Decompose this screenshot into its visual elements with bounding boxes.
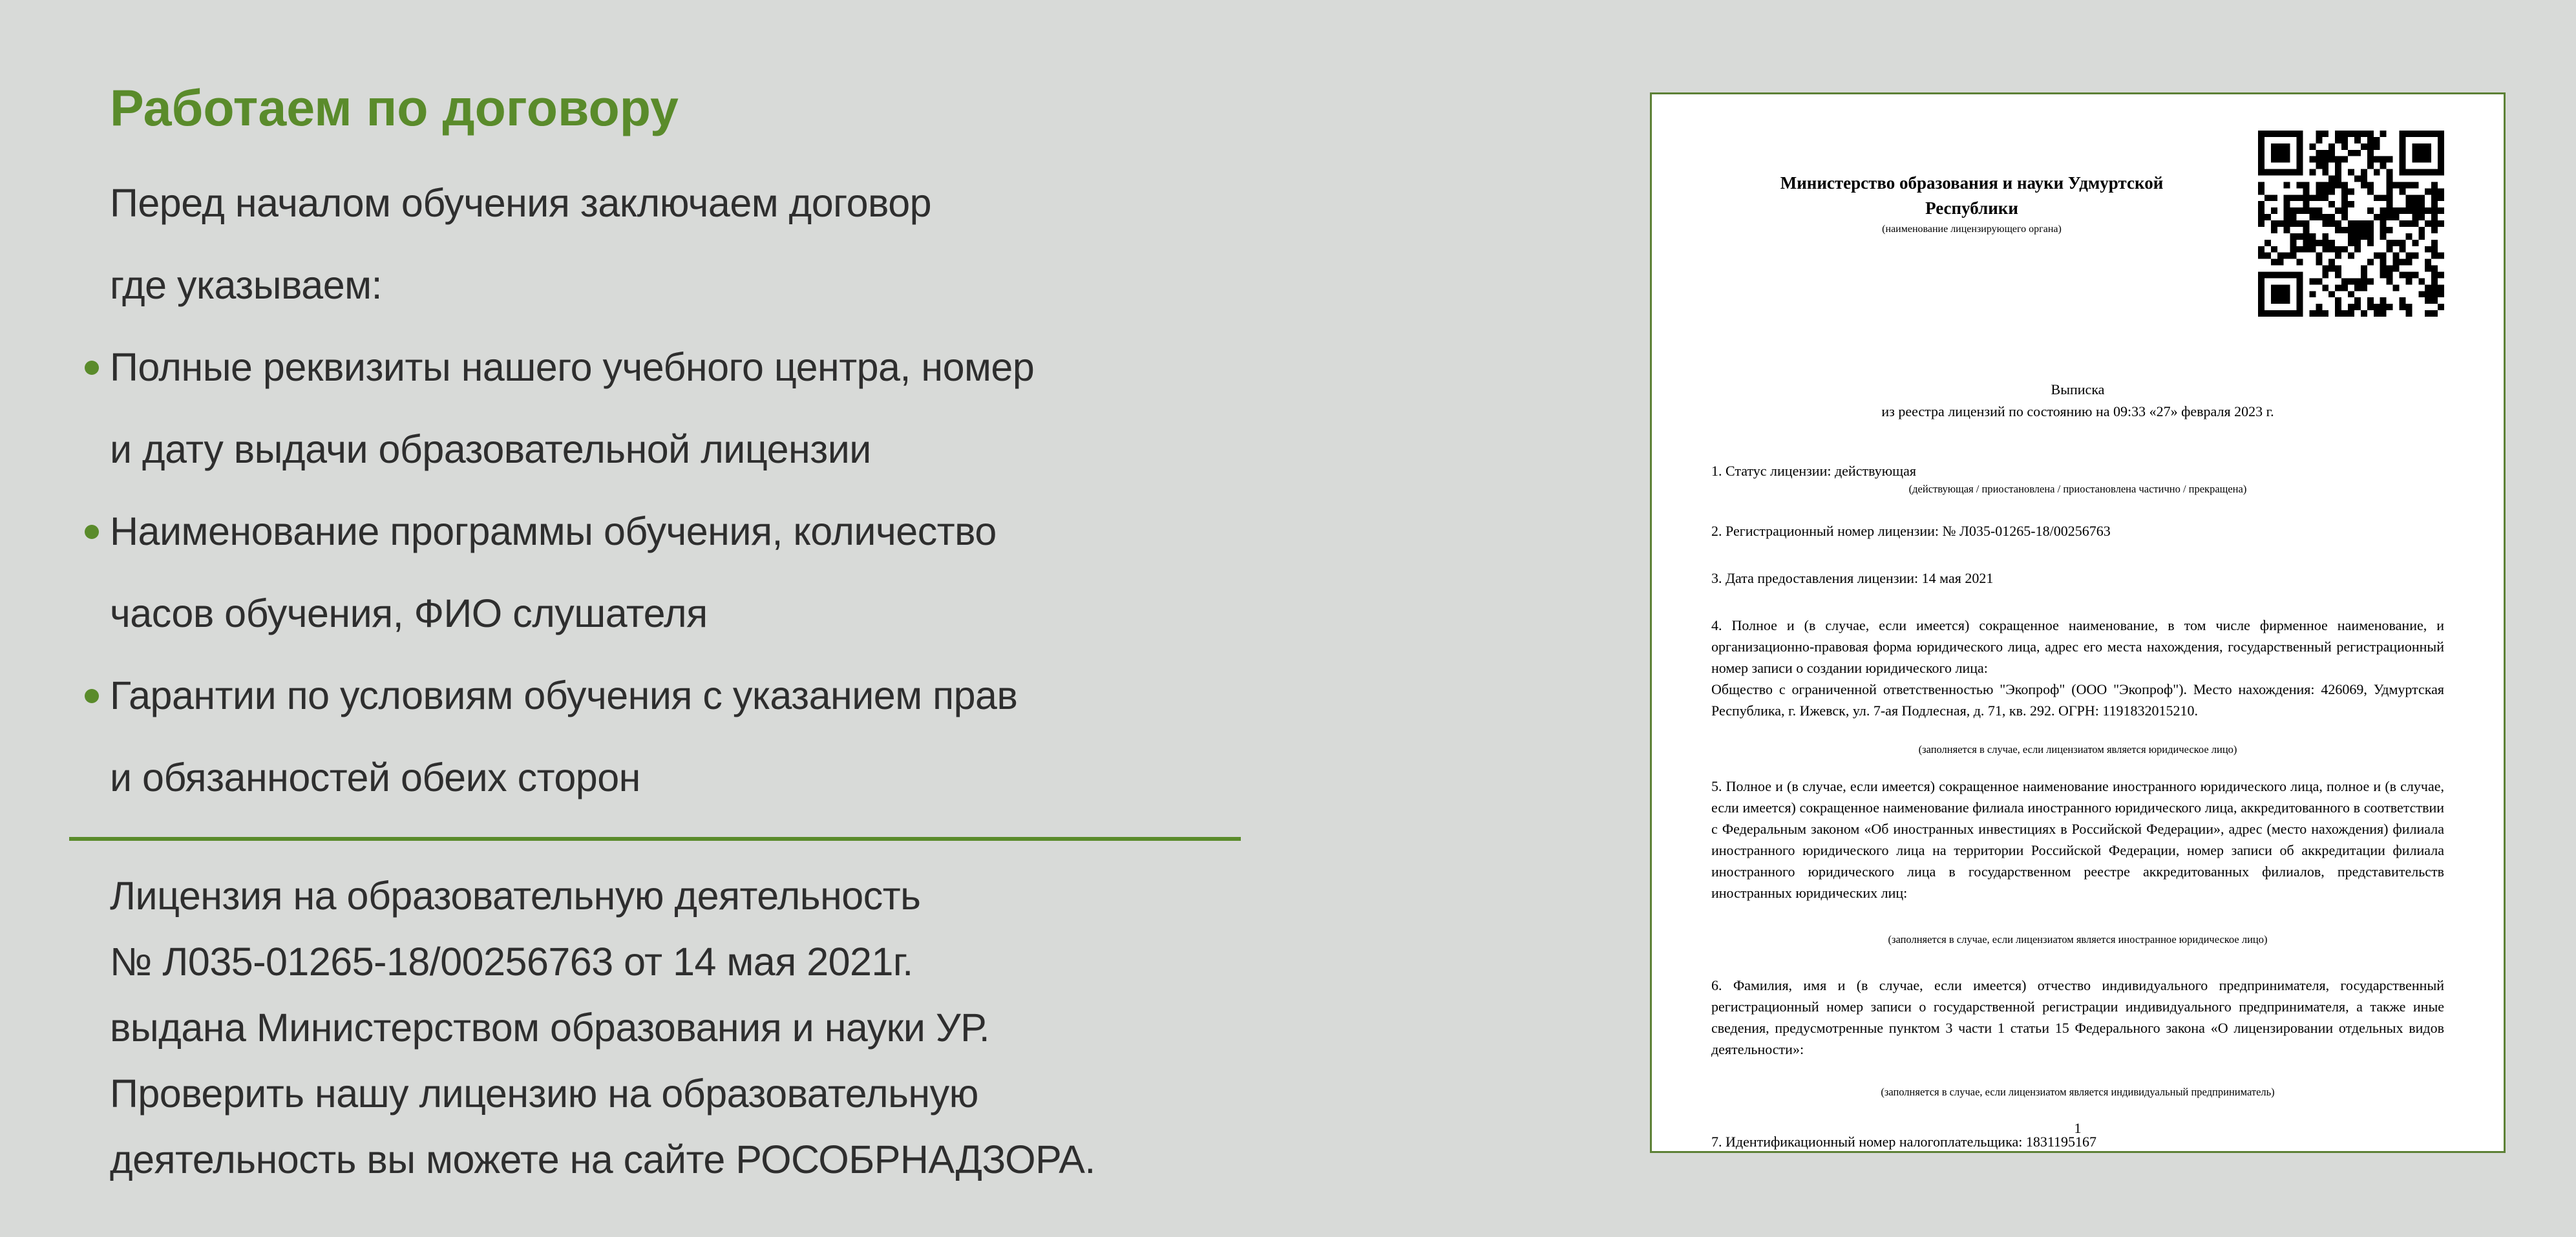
doc-item-3-license-date: 3. Дата предоставления лицензии: 14 мая 2021 bbox=[1711, 570, 1994, 586]
authority-name-line: Республики bbox=[1925, 198, 2018, 218]
bullet-line: часов обучения, ФИО слушателя bbox=[110, 591, 708, 635]
doc-item-1-status: 1. Статус лицензии: действующая bbox=[1711, 463, 1916, 479]
qr-code-icon bbox=[2258, 131, 2444, 317]
doc-item-4-text: 4. Полное и (в случае, если имеется) сокращенное наименование, в том числе фирменное наименование, и организационно-правовая форма юридического лица, адрес его места нахождения, государственный регистрационный номер записи о создании юридического лица: bbox=[1711, 617, 2444, 676]
green-divider-line bbox=[69, 837, 1241, 841]
document-title-block bbox=[1711, 379, 2444, 423]
license-note bbox=[110, 863, 1242, 1192]
document-title: Выписка bbox=[2051, 381, 2105, 397]
license-note-line: деятельность вы можете на сайте РОСОБРНАДЗОРА. bbox=[110, 1137, 1095, 1181]
doc-item-7-inn: 7. Идентификационный номер налогоплательщика: 1831195167 bbox=[1711, 1134, 2096, 1150]
intro-line: Перед началом обучения заключаем договор bbox=[110, 180, 932, 225]
doc-caption-1: (действующая / приостановлена / приостановлена частично / прекращена) bbox=[1908, 483, 2247, 495]
doc-caption-6: (заполняется в случае, если лицензиатом является индивидуальный предприниматель) bbox=[1881, 1086, 2275, 1098]
document-header bbox=[1711, 94, 2444, 317]
bullet-line: и обязанностей обеих сторон bbox=[110, 755, 640, 799]
authority-name-line: Министерство образования и науки Удмуртской bbox=[1780, 173, 2164, 193]
intro-line: где указываем: bbox=[110, 262, 383, 307]
document-subtitle: из реестра лицензий по состоянию на 09:33 «27» февраля 2023 г. bbox=[1881, 403, 2274, 419]
bullet-line: Гарантии по условиям обучения с указанием прав bbox=[110, 673, 1018, 717]
license-document bbox=[1650, 92, 2506, 1153]
bullet-item bbox=[69, 326, 1242, 491]
doc-caption-4: (заполняется в случае, если лицензиатом является юридическое лицо) bbox=[1918, 743, 2237, 756]
doc-item-2-reg-number: 2. Регистрационный номер лицензии: № Л035-01265-18/00256763 bbox=[1711, 523, 2111, 539]
license-note-line: выдана Министерством образования и науки УР. bbox=[110, 1005, 990, 1050]
page-number: 1 bbox=[2074, 1120, 2082, 1136]
bullet-line: и дату выдачи образовательной лицензии bbox=[110, 427, 871, 471]
license-note-line: Проверить нашу лицензию на образовательную bbox=[110, 1071, 978, 1115]
authority-caption: (наименование лицензирующего органа) bbox=[1882, 224, 2062, 235]
slide-title: Работаем по договору bbox=[110, 79, 679, 136]
license-note-line: Лицензия на образовательную деятельность bbox=[110, 873, 921, 918]
doc-item-5-foreign-entity: 5. Полное и (в случае, если имеется) сокращенное наименование иностранного юридического лица, полное и (в случае, если имеется) сокращенное наименование филиала иностранного юридического лица, аккредитованного в соответствии с Федеральным законом «Об иностранных инвестициях в Российской Федерации», адрес (место нахождения) филиала иностранного юридического лица на территории Российской Федерации, номер записи об аккредитации филиала иностранного юридического лица в государственном реестре аккредитованных филиалов, представительств иностранных юридических лиц: bbox=[1711, 778, 2444, 901]
doc-caption-5: (заполняется в случае, если лицензиатом является иностранное юридическое лицо) bbox=[1888, 933, 2268, 946]
licensing-authority bbox=[1711, 131, 2258, 235]
intro-paragraph bbox=[69, 162, 1242, 326]
slide-text-column bbox=[69, 76, 1242, 1192]
bullet-list bbox=[69, 326, 1242, 819]
bullet-item bbox=[69, 655, 1242, 819]
doc-item-4-legal-entity bbox=[1711, 615, 2444, 721]
doc-item-4-value: Общество с ограниченной ответственностью "Экопроф" (ООО "Экопроф"). Место нахождения: 426069, Удмуртская Республика, г. Ижевск, ул. 7-ая Подлесная, д. 71, кв. 292. ОГРН: 1191832015210. bbox=[1711, 681, 2444, 719]
doc-item-6-individual-entrepreneur: 6. Фамилия, имя и (в случае, если имеется) отчество индивидуального предпринимателя, государственный регистрационный номер записи о государственной регистрации индивидуального предпринимателя, а также иные сведения, предусмотренные пунктом 3 части 1 статьи 15 Федерального закона «О лицензировании отдельных видов деятельности»: bbox=[1711, 977, 2444, 1057]
license-note-line: № Л035-01265-18/00256763 от 14 мая 2021г. bbox=[110, 939, 913, 984]
bullet-item bbox=[69, 491, 1242, 655]
bullet-line: Наименование программы обучения, количество bbox=[110, 509, 997, 553]
bullet-line: Полные реквизиты нашего учебного центра, номер bbox=[110, 344, 1035, 389]
